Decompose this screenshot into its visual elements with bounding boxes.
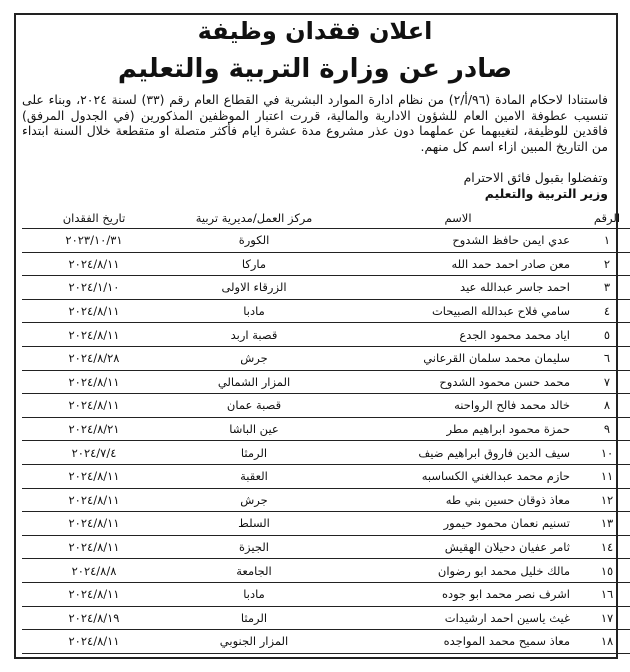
table-row (22, 512, 630, 536)
row-workplace: المزار الشمالي (166, 370, 342, 394)
row-loss-date: ٢٠٢٤/٨/٢١ (22, 417, 166, 441)
table-header-row (22, 207, 630, 229)
announcement-subtitle: صادر عن وزارة التربية والتعليم (117, 54, 513, 84)
row-loss-date: ٢٠٢٤/٨/١١ (22, 299, 166, 323)
row-loss-date: ٢٠٢٤/٨/٢٨ (22, 346, 166, 370)
row-workplace: الكورة (166, 229, 342, 253)
row-workplace: الجيزة (166, 535, 342, 559)
header-number: الرقم (574, 207, 630, 229)
row-loss-date: ٢٠٢٤/٨/١١ (22, 630, 166, 654)
row-workplace: الرمثا (166, 441, 342, 465)
row-number: ١٥ (574, 559, 630, 583)
row-name: سليمان محمد سلمان القرعاني (342, 346, 574, 370)
table-row (22, 370, 630, 394)
row-loss-date: ٢٠٢٤/٨/١١ (22, 394, 166, 418)
row-number: ١٧ (574, 606, 630, 630)
row-number: ٥ (574, 323, 630, 347)
announcement-body: فاستنادا لاحكام المادة (٩٦/أ/٢) من نظام ادارة الموارد البشرية في القطاع العام رقم (٣٣) لسنة ٢٠٢٤، وبناء على تنسيب عطوفة الامين العام للشؤون الادارية والمالية، قررت اعتبار الموظفين المذكورين (في الجدول المرفق) فاقدين للوظيفة، لتغيبهما عن عملهما دون عذر مشروع مدة عشرة ايام فأكثر متصلة او متقطعة خلال السنة ابتداء من التاريخ المبين ازاء اسم كل منهم. (22, 92, 608, 154)
row-number: ٣ (574, 276, 630, 300)
signature-line: وزير التربية والتعليم (484, 186, 608, 201)
table-row (22, 394, 630, 418)
table-row (22, 441, 630, 465)
row-loss-date: ٢٠٢٤/٨/٨ (22, 559, 166, 583)
row-name: خالد محمد فالح الرواحنه (342, 394, 574, 418)
job-loss-table (22, 207, 630, 654)
row-loss-date: ٢٠٢٤/٧/٤ (22, 441, 166, 465)
row-workplace: ماركا (166, 252, 342, 276)
row-name: احمد جاسر عبدالله عيد (342, 276, 574, 300)
row-workplace: مادبا (166, 299, 342, 323)
row-name: معاذ سميح محمد المواجده (342, 630, 574, 654)
row-workplace: جرش (166, 488, 342, 512)
row-number: ١ (574, 229, 630, 253)
table-row (22, 464, 630, 488)
table-row (22, 606, 630, 630)
row-loss-date: ٢٠٢٤/٨/١١ (22, 582, 166, 606)
row-workplace: جرش (166, 346, 342, 370)
row-workplace: الرمثا (166, 606, 342, 630)
row-name: عدي ايمن حافظ الشدوح (342, 229, 574, 253)
row-name: مالك خليل محمد ابو رضوان (342, 559, 574, 583)
row-loss-date: ٢٠٢٤/٨/١١ (22, 323, 166, 347)
row-workplace: قصبة عمان (166, 394, 342, 418)
row-workplace: عين الباشا (166, 417, 342, 441)
row-workplace: الجامعة (166, 559, 342, 583)
table-row (22, 346, 630, 370)
row-loss-date: ٢٠٢٤/٨/١١ (22, 535, 166, 559)
header-loss-date: تاريخ الفقدان (22, 207, 166, 229)
table-row (22, 276, 630, 300)
row-loss-date: ٢٠٢٤/٨/١٩ (22, 606, 166, 630)
announcement-title: اعلان فقدان وظيفة (197, 17, 433, 45)
header-workplace: مركز العمل/مديرية تربية (166, 207, 342, 229)
row-workplace: مادبا (166, 582, 342, 606)
row-loss-date: ٢٠٢٣/١٠/٣١ (22, 229, 166, 253)
row-loss-date: ٢٠٢٤/٨/١١ (22, 464, 166, 488)
row-name: سيف الدين فاروق ابراهيم ضيف (342, 441, 574, 465)
row-loss-date: ٢٠٢٤/٨/١١ (22, 512, 166, 536)
row-number: ١٨ (574, 630, 630, 654)
row-number: ٨ (574, 394, 630, 418)
table-row (22, 582, 630, 606)
row-workplace: المزار الجنوبي (166, 630, 342, 654)
row-name: ثامر عفيان دحيلان الهقيش (342, 535, 574, 559)
row-number: ٤ (574, 299, 630, 323)
table-row (22, 630, 630, 654)
row-number: ٧ (574, 370, 630, 394)
row-number: ٦ (574, 346, 630, 370)
row-number: ١٠ (574, 441, 630, 465)
header-name: الاسم (342, 207, 574, 229)
table-row (22, 535, 630, 559)
row-workplace: قصبة اربد (166, 323, 342, 347)
table-row (22, 559, 630, 583)
row-name: معن صادر احمد حمد الله (342, 252, 574, 276)
row-loss-date: ٢٠٢٤/١/١٠ (22, 276, 166, 300)
row-loss-date: ٢٠٢٤/٨/١١ (22, 370, 166, 394)
row-workplace: السلط (166, 512, 342, 536)
closing-line: وتفضلوا بقبول فائق الاحترام (463, 170, 608, 185)
row-name: تسنيم نعمان محمود حيمور (342, 512, 574, 536)
row-name: حمزة محمود ابراهيم مطر (342, 417, 574, 441)
row-workplace: الزرقاء الاولى (166, 276, 342, 300)
row-name: اياد محمد محمود الجدع (342, 323, 574, 347)
table-row (22, 417, 630, 441)
row-number: ١٦ (574, 582, 630, 606)
row-loss-date: ٢٠٢٤/٨/١١ (22, 252, 166, 276)
row-number: ١٢ (574, 488, 630, 512)
table-row (22, 488, 630, 512)
row-number: ١٣ (574, 512, 630, 536)
row-number: ٩ (574, 417, 630, 441)
table-row (22, 299, 630, 323)
table-row (22, 229, 630, 253)
row-name: غيث ياسين احمد ارشيدات (342, 606, 574, 630)
table-row (22, 252, 630, 276)
row-number: ١١ (574, 464, 630, 488)
row-name: حازم محمد عبدالغني الكساسبه (342, 464, 574, 488)
row-number: ١٤ (574, 535, 630, 559)
row-name: سامي فلاح عبدالله الصبيحات (342, 299, 574, 323)
row-name: اشرف نصر محمد ابو جوده (342, 582, 574, 606)
table-row (22, 323, 630, 347)
row-name: محمد حسن محمود الشدوح (342, 370, 574, 394)
row-name: معاذ ذوقان حسين بني طه (342, 488, 574, 512)
row-number: ٢ (574, 252, 630, 276)
row-workplace: العقبة (166, 464, 342, 488)
row-loss-date: ٢٠٢٤/٨/١١ (22, 488, 166, 512)
